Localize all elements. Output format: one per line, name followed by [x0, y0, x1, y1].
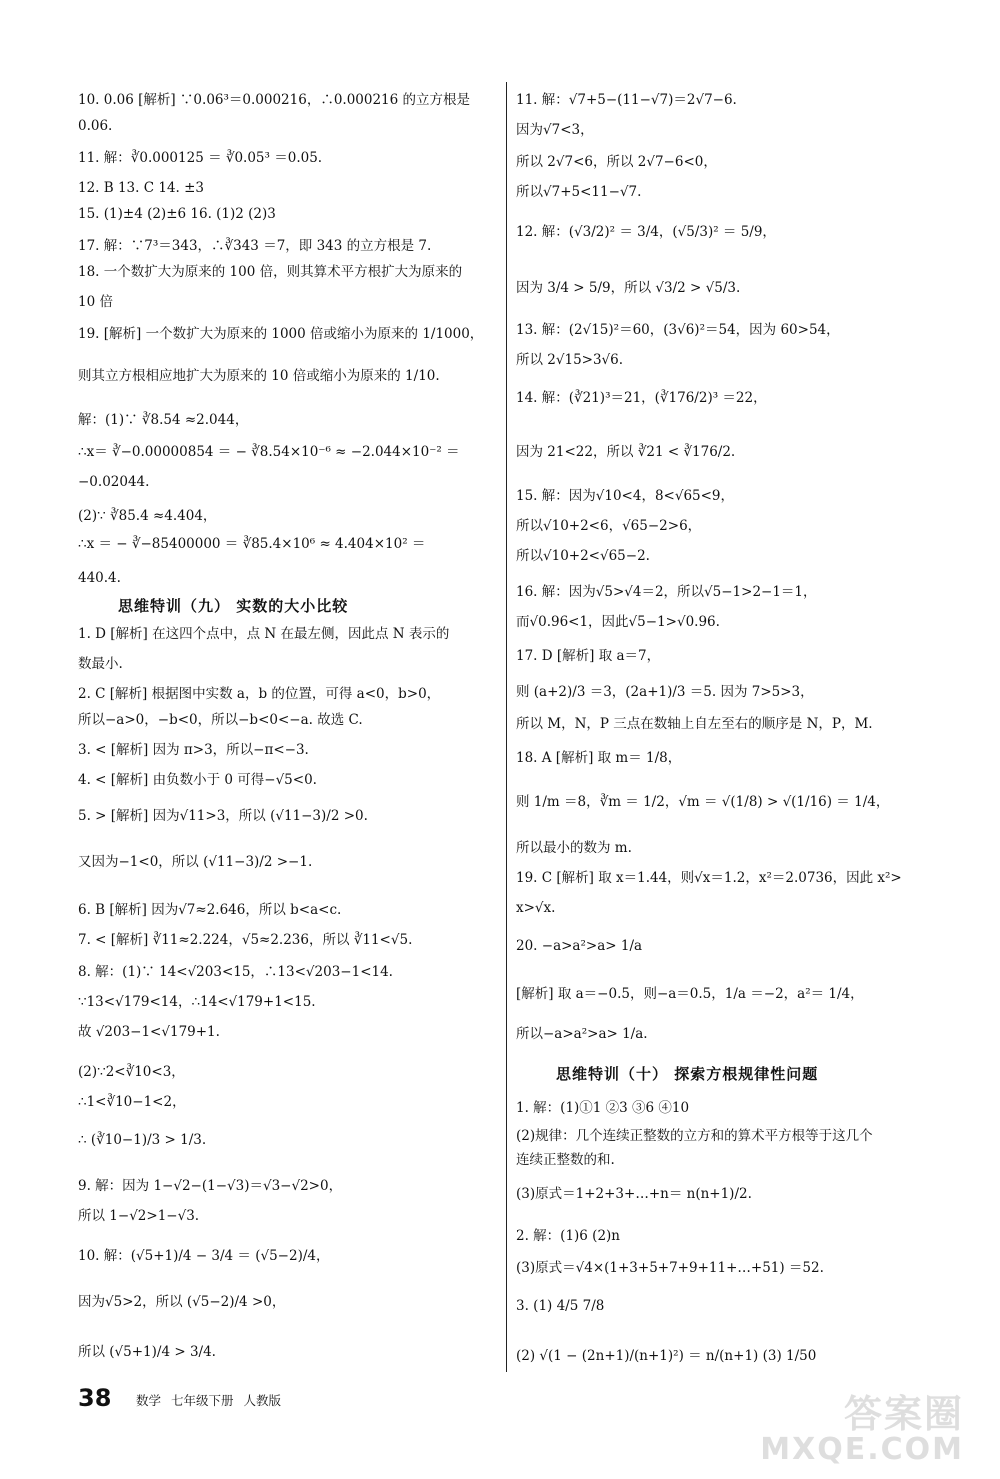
- answer-line: 19. [解析] 一个数扩大为原来的 1000 倍或缩小为原来的 1/1000，: [78, 326, 484, 342]
- answer-line: (2)∵ ∛85.4 ≈4.404，: [78, 508, 217, 524]
- answer-line: 13. 解：(2√15)²＝60，(3√6)²＝54，因为 60>54，: [516, 322, 840, 338]
- answer-line: 2. 解：(1)6 (2)n: [516, 1228, 620, 1244]
- watermark-bottom: MXQE.COM: [760, 1432, 964, 1467]
- answer-line: 则其立方根相应地扩大为原来的 10 倍或缩小为原来的 1/10.: [78, 368, 440, 384]
- answer-line: 14. 解：(∛21)³＝21，(∛176/2)³ ＝22，: [516, 390, 767, 406]
- answer-line: 15. 解：因为√10<4，8<√65<9，: [516, 488, 735, 504]
- answer-line: 所以 M，N，P 三点在数轴上自左至右的顺序是 N，P，M.: [516, 716, 873, 732]
- answer-line: x>√x.: [516, 900, 556, 916]
- answer-line: 19. C [解析] 取 x＝1.44，则√x＝1.2，x²＝2.0736，因此 x²>: [516, 870, 902, 886]
- watermark-top: 答案圈: [843, 1392, 964, 1436]
- answer-line: 则 1/m ＝8，∛m ＝ 1/2，√m ＝ √(1/8) > √(1/16) ＝ 1/4，: [516, 794, 890, 810]
- answer-line: 18. A [解析] 取 m＝ 1/8，: [516, 750, 682, 766]
- answer-line: 则 (a+2)/3 ＝3，(2a+1)/3 ＝5. 因为 7>5>3，: [516, 684, 814, 700]
- answer-line: 12. 解：(√3/2)² ＝ 3/4，(√5/3)² ＝ 5/9，: [516, 224, 776, 240]
- answer-line: 9. 解：因为 1−√2−(1−√3)＝√3−√2>0，: [78, 1178, 343, 1194]
- answer-line: 6. B [解析] 因为√7≈2.646，所以 b<a<c.: [78, 902, 342, 918]
- answer-line: 所以 (√5+1)/4 > 3/4.: [78, 1344, 216, 1360]
- answer-line: 所以−a>a²>a> 1/a.: [516, 1026, 648, 1042]
- answer-line: 所以−a>0，−b<0，所以−b<0<−a. 故选 C.: [78, 712, 363, 728]
- answer-line: 因为√5>2，所以 (√5−2)/4 >0，: [78, 1294, 286, 1310]
- answer-line: 8. 解：(1)∵ 14<√203<15，∴13<√203−1<14.: [78, 964, 393, 980]
- answer-line: 所以√7+5<11−√7.: [516, 184, 642, 200]
- answer-line: ∴ (∛10−1)/3 > 1/3.: [78, 1132, 207, 1148]
- answer-line: 17. 解：∵7³＝343，∴∛343 ＝7，即 343 的立方根是 7.: [78, 238, 432, 254]
- answer-line: ∴x＝ ∛−0.00000854 ＝ − ∛8.54×10⁻⁶ ≈ −2.044×10⁻² ＝: [78, 444, 460, 460]
- answer-line: 所以√10+2<√65−2.: [516, 548, 650, 564]
- answer-line: 10. 解：(√5+1)/4 − 3/4 ＝ (√5−2)/4，: [78, 1248, 330, 1264]
- answer-line: 11. 解：√7+5−(11−√7)＝2√7−6.: [516, 92, 737, 108]
- section-title: 思维特训（九） 实数的大小比较: [118, 597, 349, 615]
- answer-line: 连续正整数的和.: [516, 1152, 615, 1168]
- answer-line: 16. 解：因为√5>√4＝2，所以√5−1>2−1＝1，: [516, 584, 817, 600]
- answer-line: 所以最小的数为 m.: [516, 840, 632, 856]
- answer-line: 3. (1) 4/5 7/8: [516, 1298, 605, 1314]
- answer-line: 11. 解：∛0.000125 ＝ ∛0.05³ ＝0.05.: [78, 150, 323, 166]
- answer-line: 17. D [解析] 取 a＝7，: [516, 648, 661, 664]
- answer-line: 7. < [解析] ∛11≈2.224，√5≈2.236，所以 ∛11<√5.: [78, 932, 413, 948]
- answer-line: 所以 2√15>3√6.: [516, 352, 624, 368]
- section-title: 思维特训（十） 探索方根规律性问题: [556, 1065, 819, 1083]
- answer-line: (3)原式＝1+2+3+…+n＝ n(n+1)/2.: [516, 1186, 752, 1202]
- answer-line: 因为√7<3，: [516, 122, 594, 138]
- answer-line: 12. B 13. C 14. ±3: [78, 180, 205, 196]
- answer-line: (2) √(1 − (2n+1)/(n+1)²) ＝ n/(n+1) (3) 1/50: [516, 1348, 817, 1364]
- footer-text: 数学 七年级下册 人教版: [136, 1393, 281, 1408]
- answer-line: (2)规律：几个连续正整数的立方和的算术平方根等于这几个: [516, 1128, 873, 1144]
- answer-line: 1. D [解析] 在这四个点中，点 N 在最左侧，因此点 N 表示的: [78, 626, 450, 642]
- answer-line: 而√0.96<1，因此√5−1>√0.96.: [516, 614, 720, 630]
- page-number: 38: [78, 1384, 112, 1412]
- answer-line: 4. < [解析] 由负数小于 0 可得−√5<0.: [78, 772, 317, 788]
- answer-line: (3)原式＝√4×(1+3+5+7+9+11+…+51) ＝52.: [516, 1260, 824, 1276]
- answer-line: 解：(1)∵ ∛8.54 ≈2.044，: [78, 412, 249, 428]
- answer-line: 10 倍: [78, 294, 113, 310]
- answer-line: ∴1<∛10−1<2，: [78, 1094, 186, 1110]
- answer-line: 2. C [解析] 根据图中实数 a，b 的位置，可得 a<0，b>0，: [78, 686, 441, 702]
- answer-line: 数最小.: [78, 656, 123, 672]
- answer-line: ∴x ＝ − ∛−85400000 ＝ ∛85.4×10⁶ ≈ 4.404×10² ＝: [78, 536, 426, 552]
- answer-line: 故 √203−1<√179+1.: [78, 1024, 220, 1040]
- answer-line: −0.02044.: [78, 474, 150, 490]
- answer-line: ∵13<√179<14，∴14<√179+1<15.: [78, 994, 316, 1010]
- watermark-logo: [750, 1383, 970, 1467]
- column-divider: [506, 82, 507, 1372]
- answer-line: 又因为−1<0，所以 (√11−3)/2 >−1.: [78, 854, 313, 870]
- answer-line: (2)∵2<∛10<3，: [78, 1064, 185, 1080]
- answer-line: 15. (1)±4 (2)±6 16. (1)2 (2)3: [78, 206, 276, 222]
- answer-line: 所以√10+2<6，√65−2>6，: [516, 518, 702, 534]
- answer-line: 因为 3/4 > 5/9，所以 √3/2 > √5/3.: [516, 280, 741, 296]
- answer-line: 0.06.: [78, 118, 113, 134]
- answer-line: 5. > [解析] 因为√11>3，所以 (√11−3)/2 >0.: [78, 808, 368, 824]
- answer-line: 所以 2√7<6，所以 2√7−6<0，: [516, 154, 717, 170]
- answer-line: 3. < [解析] 因为 π>3，所以−π<−3.: [78, 742, 309, 758]
- answer-line: 440.4.: [78, 570, 121, 586]
- answer-line: [解析] 取 a＝−0.5，则−a＝0.5，1/a ＝−2，a²＝ 1/4，: [516, 986, 864, 1002]
- answer-line: 所以 1−√2>1−√3.: [78, 1208, 200, 1224]
- answer-line: 20. −a>a²>a> 1/a: [516, 938, 643, 954]
- answer-line: 因为 21<22，所以 ∛21 < ∛176/2.: [516, 444, 736, 460]
- answer-line: 10. 0.06 [解析] ∵0.06³＝0.000216，∴0.000216 的立方根是: [78, 92, 471, 108]
- answer-line: 1. 解：(1)①1 ②3 ③6 ④10: [516, 1100, 690, 1116]
- answer-line: 18. 一个数扩大为原来的 100 倍，则其算术平方根扩大为原来的: [78, 264, 463, 280]
